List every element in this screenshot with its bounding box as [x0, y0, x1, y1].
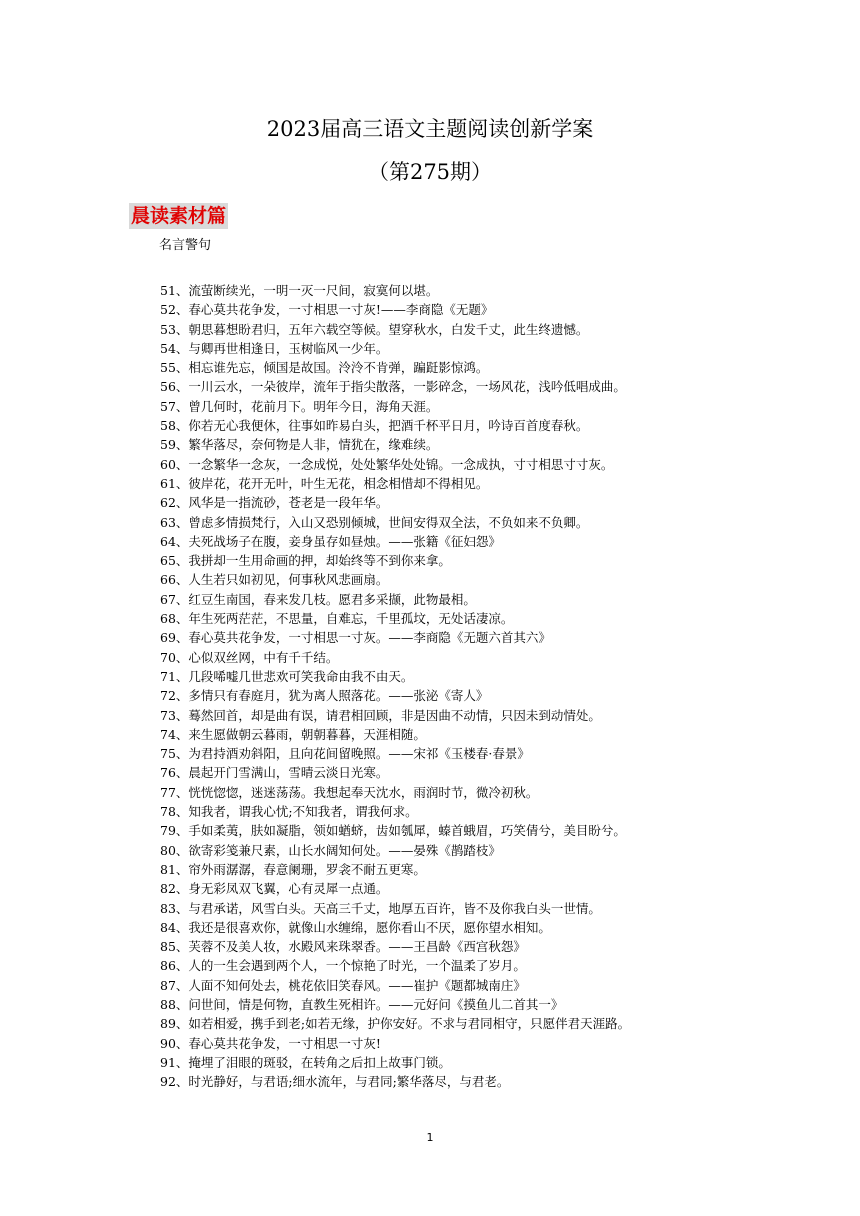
quote-item: 62、风华是一指流砂，苍老是一段年华。 [160, 495, 389, 511]
quote-item: 88、问世间，情是何物，直教生死相许。——元好问《摸鱼儿二首其一》 [160, 996, 564, 1012]
quote-item: 71、几段唏嘘几世悲欢可笑我命由我不由天。 [160, 668, 414, 684]
quote-item: 53、朝思暮想盼君归，五年六载空等候。望穿秋水，白发千丈，此生终遗憾。 [160, 321, 589, 337]
quote-item: 58、你若无心我便休，往事如昨易白头，把酒千杯平日月，吟诗百首度春秋。 [160, 418, 589, 434]
quote-item: 79、手如柔荑，肤如凝脂，领如蝤蛴，齿如瓠犀，螓首蛾眉，巧笑倩兮，美目盼兮。 [160, 823, 626, 839]
quote-item: 65、我拼却一生用命画的押，却始终等不到你来拿。 [160, 553, 451, 569]
quote-item: 75、为君持酒劝斜阳，且向花间留晚照。——宋祁《玉楼春·春景》 [160, 746, 530, 762]
quote-item: 87、人面不知何处去，桃花依旧笑春风。——崔护《题都城南庄》 [160, 977, 526, 993]
quote-item: 86、人的一生会遇到两个人，一个惊艳了时光，一个温柔了岁月。 [160, 958, 526, 974]
quote-item: 51、流萤断续光，一明一灭一尺间，寂寞何以堪。 [160, 283, 439, 298]
quote-item: 54、与卿再世相逢日，玉树临风一少年。 [160, 340, 389, 356]
quote-item: 82、身无彩凤双飞翼，心有灵犀一点通。 [160, 881, 389, 897]
quote-item: 59、繁华落尽，奈何物是人非，情犹在，缘难续。 [160, 437, 439, 453]
page-number: 1 [426, 1131, 434, 1144]
quote-item: 77、恍恍惚惚，迷迷荡荡。我想起奉天沈水，雨润时节，微冷初秋。 [160, 784, 539, 800]
quote-item: 70、心似双丝网，中有千千结。 [160, 649, 339, 665]
quote-item: 76、晨起开门雪满山，雪晴云淡日光寒。 [160, 765, 389, 781]
quote-item: 60、一念繁华一念灰，一念成悦，处处繁华处处锦。一念成执，寸寸相思寸寸灰。 [160, 456, 614, 472]
issue-number: （第275期） [367, 160, 493, 184]
quote-item: 56、一川云水，一朵彼岸，流年于指尖散落，一影碎念，一场风花，浅吟低唱成曲。 [160, 379, 626, 395]
quote-item: 90、春心莫共花争发，一寸相思一寸灰! [160, 1035, 381, 1051]
quote-list [160, 281, 630, 1091]
quote-item: 92、时光静好，与君语;细水流年，与君同;繁华落尽，与君老。 [160, 1074, 510, 1090]
quote-item: 85、芙蓉不及美人妆，水殿风来珠翠香。——王昌龄《西宫秋怨》 [160, 939, 526, 955]
quote-item: 69、春心莫共花争发，一寸相思一寸灰。——李商隐《无题六首其六》 [160, 630, 551, 646]
quote-item: 67、红豆生南国，春来发几枝。愿君多采撷，此物最相。 [160, 591, 476, 607]
quote-item: 66、人生若只如初见，何事秋风悲画扇。 [160, 572, 389, 588]
quote-item: 64、夫死战场子在腹，妾身虽存如昼烛。——张籍《征妇怨》 [160, 533, 501, 549]
quote-item: 57、曾几何时，花前月下。明年今日，海角天涯。 [160, 398, 439, 414]
quote-item: 81、帘外雨潺潺，春意阑珊，罗衾不耐五更寒。 [160, 861, 426, 877]
quote-item: 78、知我者，谓我心忧;不知我者，谓我何求。 [160, 804, 418, 820]
quote-item: 63、曾虑多情损梵行，入山又恐别倾城，世间安得双全法，不负如来不负卿。 [160, 514, 589, 530]
document-title: 2023届高三语文主题阅读创新学案 [266, 117, 594, 141]
quote-item: 55、相忘谁先忘，倾国是故国。泠泠不肯弹，蹁跹影惊鸿。 [160, 360, 489, 376]
quote-item: 61、彼岸花，花开无叶，叶生无花，相念相惜却不得相见。 [160, 475, 489, 491]
quote-item: 72、多情只有春庭月，犹为离人照落花。——张泌《寄人》 [160, 688, 489, 704]
quote-item: 89、如若相爱，携手到老;如若无缘，护你安好。不求与君同相守，只愿伴君天涯路。 [160, 1016, 631, 1032]
quote-item: 73、蓦然回首，却是曲有误，请君相回顾，非是因曲不动情，只因未到动情处。 [160, 707, 601, 723]
quote-item: 83、与君承诺，风雪白头。天高三千丈，地厚五百许，皆不及你我白头一世情。 [160, 900, 601, 916]
quote-item: 84、我还是很喜欢你，就像山水缠绵，愿你看山不厌，愿你望水相知。 [160, 919, 551, 935]
quote-item: 68、年生死两茫茫，不思量，自难忘，千里孤坟，无处话凄凉。 [160, 611, 514, 627]
section-label: 晨读素材篇 [131, 205, 227, 227]
quote-item: 74、来生愿做朝云暮雨，朝朝暮暮，天涯相随。 [160, 726, 426, 742]
subheading: 名言警句 [159, 238, 212, 253]
quote-item: 80、欲寄彩笺兼尺素，山长水阔知何处。——晏殊《鹊踏枝》 [160, 842, 501, 858]
quote-item: 52、春心莫共花争发，一寸相思一寸灰!——李商隐《无题》 [160, 302, 494, 318]
quote-item: 91、掩埋了泪眼的斑驳，在转角之后扣上故事门锁。 [160, 1054, 451, 1070]
